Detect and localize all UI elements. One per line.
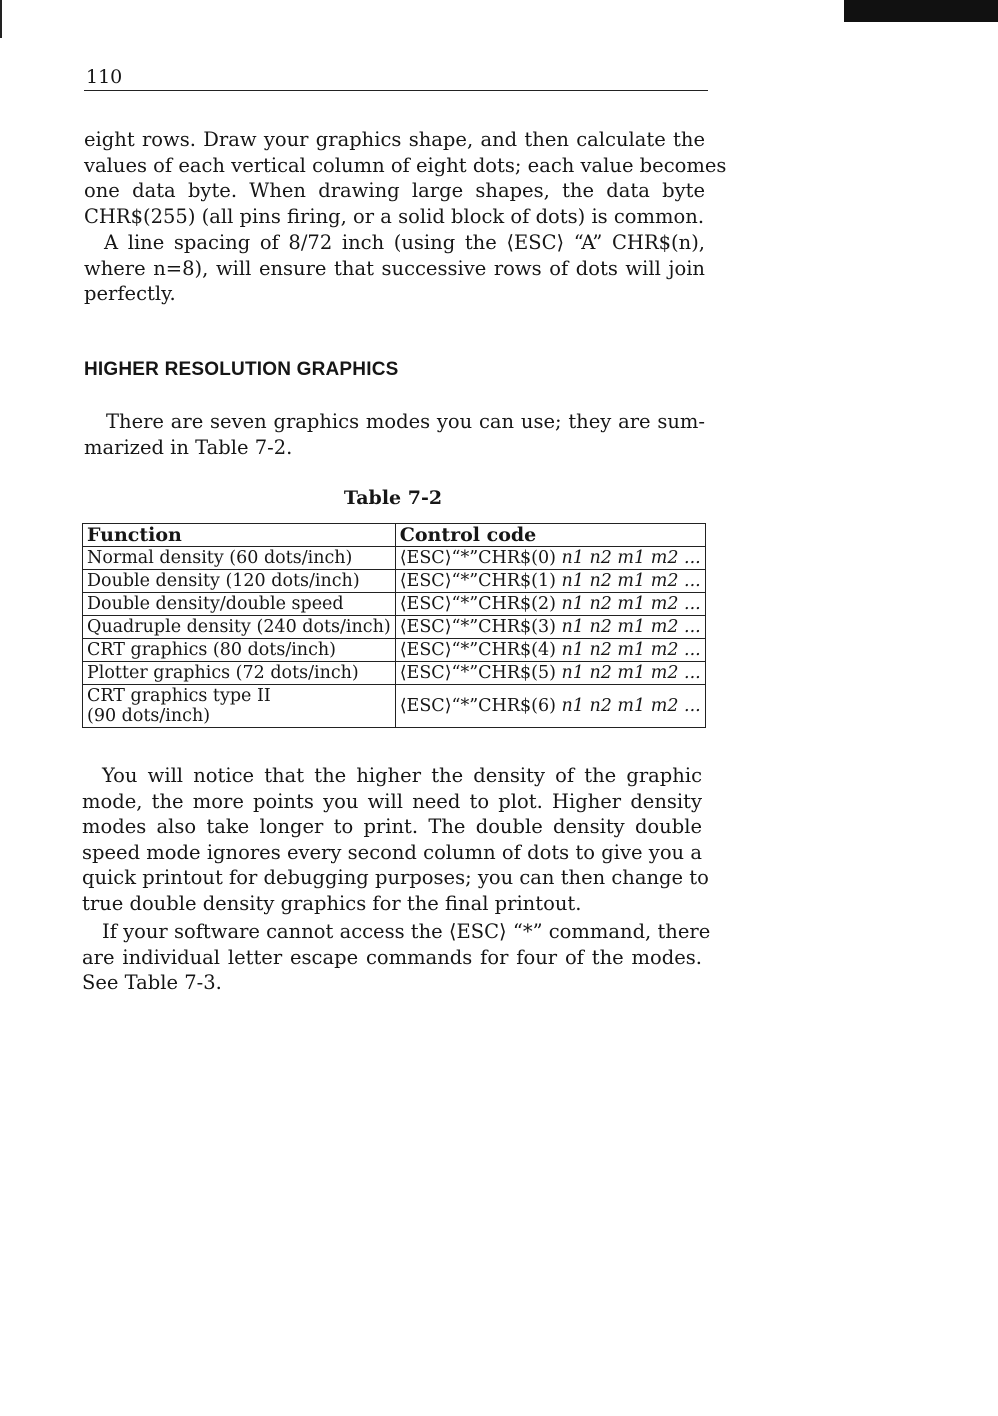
code-args: n1 n2 m1 m2 ... bbox=[561, 696, 701, 716]
function-cell: Plotter graphics (72 dots/inch) bbox=[83, 662, 396, 685]
text-line: where n=8), will ensure that successive rows of dots will join bbox=[84, 256, 705, 280]
table-row bbox=[83, 662, 706, 685]
table-row bbox=[83, 547, 706, 570]
header-rule bbox=[84, 90, 708, 91]
code-text: ⟨ESC⟩“*”CHR$(5) bbox=[399, 663, 556, 683]
text-line: modes also take longer to print. The double density double bbox=[82, 815, 702, 839]
section-intro-paragraph bbox=[84, 409, 705, 460]
column-header: Function bbox=[83, 524, 396, 547]
code-cell bbox=[395, 685, 705, 728]
text-line: eight rows. Draw your graphics shape, and then calculate the bbox=[84, 128, 705, 151]
code-cell bbox=[395, 593, 705, 616]
table-title: Table 7-2 bbox=[343, 487, 443, 509]
text-line: one data byte. When drawing large shapes, the data byte bbox=[84, 179, 705, 203]
code-text: ⟨ESC⟩“*”CHR$(1) bbox=[399, 571, 556, 591]
function-line: (90 dots/inch) bbox=[87, 706, 211, 726]
code-args: n1 n2 m1 m2 ... bbox=[561, 594, 701, 614]
page-number: 110 bbox=[86, 66, 123, 88]
text-line: true double density graphics for the final printout. bbox=[82, 891, 582, 915]
table-row bbox=[83, 616, 706, 639]
line-spacing-paragraph bbox=[84, 230, 705, 307]
code-text: ⟨ESC⟩“*”CHR$(6) bbox=[399, 696, 556, 716]
scan-corner-mark bbox=[844, 0, 998, 22]
function-line: CRT graphics type II bbox=[87, 686, 271, 706]
text-line: speed mode ignores every second column of dots to give you a bbox=[82, 840, 702, 864]
text-line: perfectly. bbox=[84, 282, 176, 306]
text-line: CHR$(255) (all pins firing, or a solid block of dots) is common. bbox=[84, 204, 705, 228]
function-cell: Normal density (60 dots/inch) bbox=[83, 547, 396, 570]
code-args: n1 n2 m1 m2 ... bbox=[561, 571, 701, 591]
text-line: values of each vertical column of eight dots; each value becomes bbox=[84, 153, 727, 177]
code-text: ⟨ESC⟩“*”CHR$(4) bbox=[399, 640, 556, 660]
text-line: quick printout for debugging purposes; you can then change to bbox=[82, 866, 709, 890]
text-line: See Table 7-3. bbox=[82, 971, 222, 995]
function-cell: Double density (120 dots/inch) bbox=[83, 570, 396, 593]
code-args: n1 n2 m1 m2 ... bbox=[561, 663, 701, 683]
density-notice-paragraph bbox=[82, 763, 709, 917]
code-text: ⟨ESC⟩“*”CHR$(2) bbox=[399, 594, 556, 614]
code-cell bbox=[395, 662, 705, 685]
section-heading: HIGHER RESOLUTION GRAPHICS bbox=[84, 359, 399, 380]
function-cell: Quadruple density (240 dots/inch) bbox=[83, 616, 396, 639]
text-line: marized in Table 7-2. bbox=[84, 435, 293, 459]
text-line: mode, the more points you will need to plot. Higher density bbox=[82, 789, 702, 813]
text-line: If your software cannot access the ⟨ESC⟩ “*” command, there bbox=[102, 920, 711, 943]
code-cell bbox=[395, 547, 705, 570]
table-row bbox=[83, 570, 706, 593]
function-cell bbox=[83, 685, 396, 728]
code-text: ⟨ESC⟩“*”CHR$(3) bbox=[399, 617, 556, 637]
table-row bbox=[83, 685, 706, 728]
code-args: n1 n2 m1 m2 ... bbox=[561, 617, 701, 637]
function-cell: Double density/double speed bbox=[83, 593, 396, 616]
text-line: There are seven graphics modes you can use; they are sum- bbox=[106, 410, 705, 433]
code-cell bbox=[395, 570, 705, 593]
intro-paragraph bbox=[84, 127, 727, 229]
column-header: Control code bbox=[395, 524, 705, 547]
code-cell bbox=[395, 639, 705, 662]
text-line: You will notice that the higher the density of the graphic bbox=[102, 764, 702, 787]
code-args: n1 n2 m1 m2 ... bbox=[561, 548, 701, 568]
table-row bbox=[83, 639, 706, 662]
code-args: n1 n2 m1 m2 ... bbox=[561, 640, 701, 660]
table-header-row bbox=[83, 524, 706, 547]
software-paragraph bbox=[82, 919, 711, 996]
code-text: ⟨ESC⟩“*”CHR$(0) bbox=[399, 548, 556, 568]
scan-edge-mark bbox=[0, 0, 2, 38]
function-cell: CRT graphics (80 dots/inch) bbox=[83, 639, 396, 662]
code-cell bbox=[395, 616, 705, 639]
text-line: A line spacing of 8/72 inch (using the ⟨ESC⟩ “A” CHR$(n), bbox=[104, 231, 705, 254]
text-line: are individual letter escape commands for four of the modes. bbox=[82, 945, 702, 969]
graphics-modes-table bbox=[82, 523, 706, 728]
table-row bbox=[83, 593, 706, 616]
